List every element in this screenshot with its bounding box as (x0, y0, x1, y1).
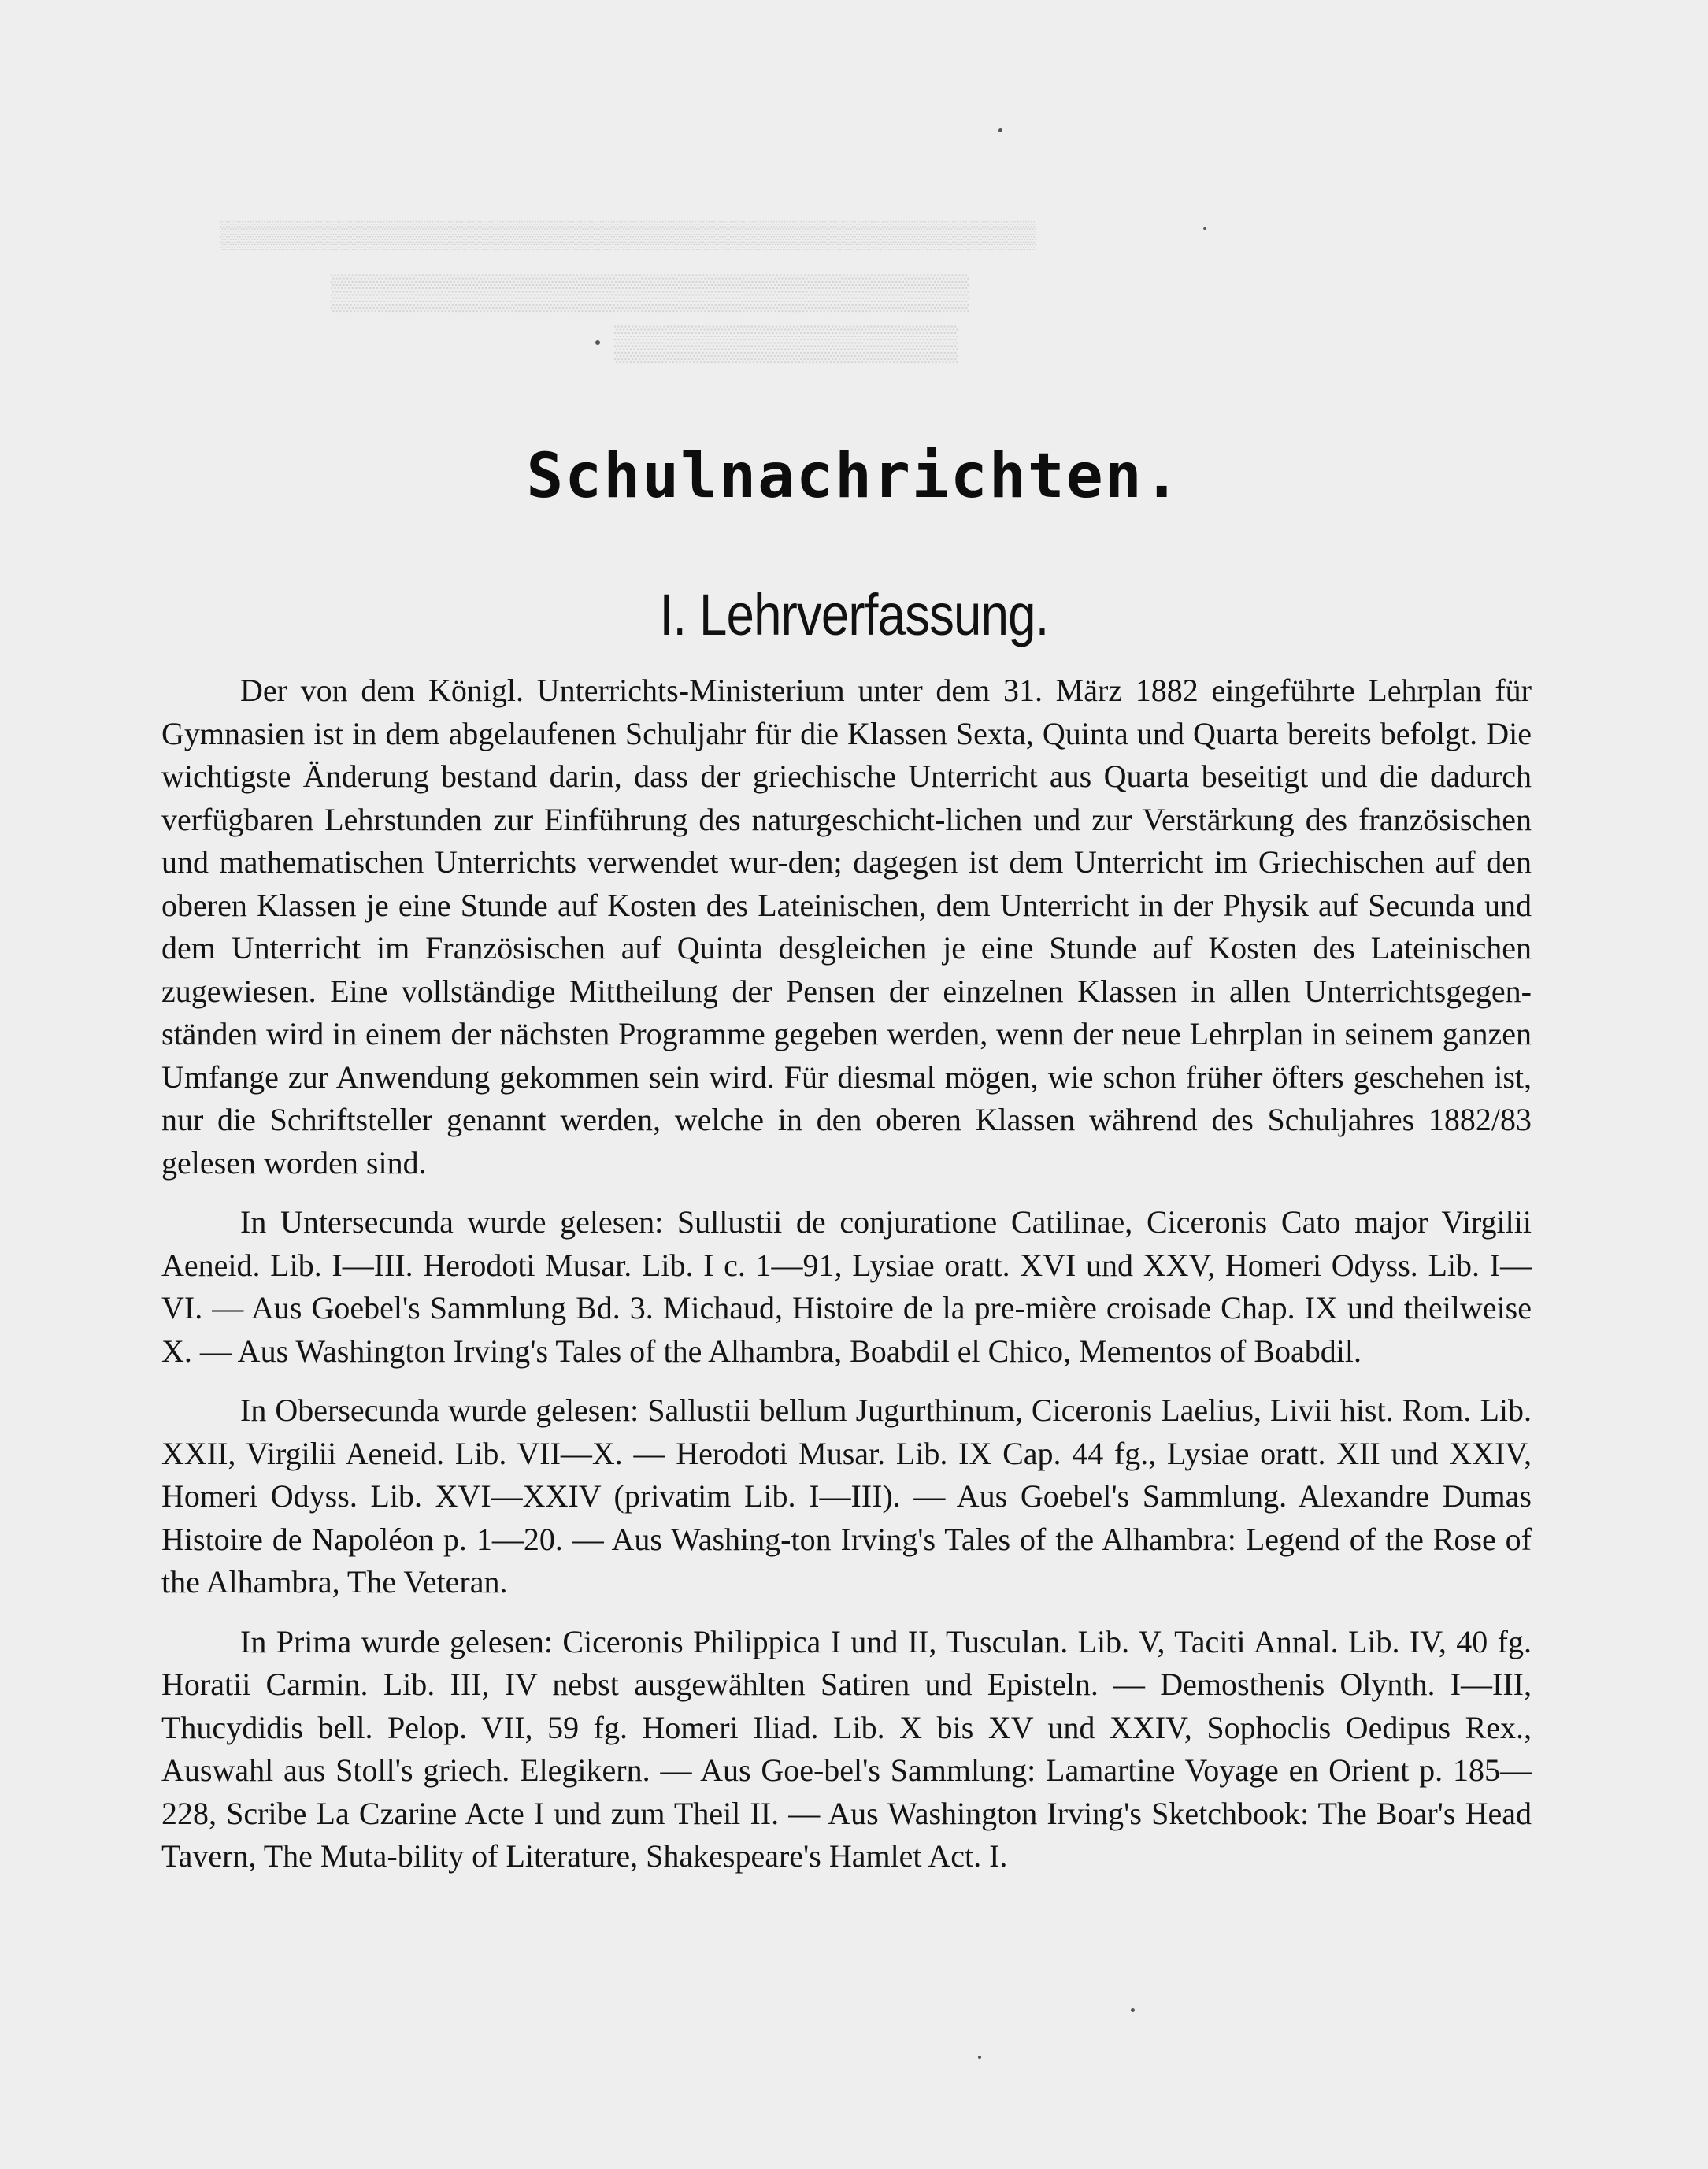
paragraph-prima: In Prima wurde gelesen: Ciceronis Philippica I und II, Tusculan. Lib. V, Taciti Annal. Lib. IV, 40 fg. Horatii Carmin. Lib. III, IV nebst ausgewählten Satiren und Episteln. — Demosthenis Olynth. I—III, Thucydidis bell. Pelop. VII, 59 fg. Homeri Iliad. Lib. X bis XV und XXIV, Sophoclis Oedipus Rex., Auswahl aus Stoll's griech. Elegikern. — Aus Goe-bel's Sammlung: Lamartine Voyage en Orient p. 185—228, Scribe La Czarine Acte I und zum Theil II. — Aus Washington Irving's Sketchbook: The Boar's Head Tavern, The Muta-bility of Literature, Shakespeare's Hamlet Act. I. (161, 1623, 1532, 1874)
bleed-through-texture: ▒▒▒▒▒▒▒▒▒▒▒▒▒▒ (614, 324, 958, 362)
body-text (161, 669, 1532, 1878)
bleed-through-texture: ▒▒▒▒▒▒▒▒▒▒▒▒▒▒▒▒▒▒▒▒▒▒▒▒▒▒▒▒▒▒▒▒▒▒▒▒▒▒▒▒▒▒▒ (220, 221, 1036, 250)
paper-speck (978, 2056, 981, 2059)
page-title: Schulnachrichten. (526, 441, 1182, 512)
bleed-through-texture: ▒▒▒▒▒▒▒▒▒▒▒▒▒▒▒▒▒▒▒▒▒▒▒▒▒▒ (331, 273, 969, 311)
paper-speck (1131, 2008, 1135, 2012)
paper-speck (595, 340, 600, 345)
paragraph-obersecunda: In Obersecunda wurde gelesen: Sallustii bellum Jugurthinum, Ciceronis Laelius, Livii hist. Rom. Lib. XXII, Virgilii Aeneid. Lib. VII—X. — Herodoti Musar. Lib. IX Cap. 44 fg., Lysiae oratt. XII und XXIV, Homeri Odyss. Lib. XVI—XXIV (privatim Lib. I—III). — Aus Goebel's Sammlung. Alexandre Dumas Histoire de Napoléon p. 1—20. — Aus Washing-ton Irving's Tales of the Alhambra: Legend of the Rose of the Alhambra, The Veteran. (161, 1392, 1532, 1600)
paper-speck (998, 128, 1002, 132)
paragraph-lehrplan: Der von dem Königl. Unterrichts-Ministerium unter dem 31. März 1882 eingeführte Lehrplan für Gymnasien ist in dem abgelaufenen Schuljahr für die Klassen Sexta, Quinta und Quarta bereits befolgt. Die wichtigste Änderung bestand darin, dass der griechische Unterricht aus Quarta beseitigt und die dadurch verfügbaren Lehrstunden zur Einführung des naturgeschicht-lichen und zur Verstärkung des französischen und mathematischen Unterrichts verwendet wur-den; dagegen ist dem Unterricht im Griechischen auf den oberen Klassen je eine Stunde auf Kosten des Lateinischen, dem Unterricht in der Physik auf Secunda und dem Unterricht im Französischen auf Quinta desgleichen je eine Stunde auf Kosten des Lateinischen zugewiesen. Eine vollständige Mittheilung der Pensen der einzelnen Klassen in allen Unterrichtsgegen-ständen wird in einem der nächsten Programme gegeben werden, wenn der neue Lehrplan in seinem ganzen Umfange zur Anwendung gekommen sein wird. Für diesmal mögen, wie schon früher öfters geschehen ist, nur die Schriftsteller genannt werden, welche in den oberen Klassen während des Schuljahres 1882/83 gelesen worden sind. (161, 673, 1532, 1181)
paragraph-untersecunda: In Untersecunda wurde gelesen: Sullustii de conjuratione Catilinae, Ciceronis Cato major Virgilii Aeneid. Lib. I—III. Herodoti Musar. Lib. I c. 1—91, Lysiae oratt. XVI und XXV, Homeri Odyss. Lib. I—VI. — Aus Goebel's Sammlung Bd. 3. Michaud, Histoire de la pre-mière croisade Chap. IX und theilweise X. — Aus Washington Irving's Tales of the Alhambra, Boabdil el Chico, Mementos of Boabdil. (161, 1204, 1532, 1369)
section-heading: I. Lehrverfassung. (659, 582, 1049, 647)
paper-speck (1203, 227, 1206, 230)
